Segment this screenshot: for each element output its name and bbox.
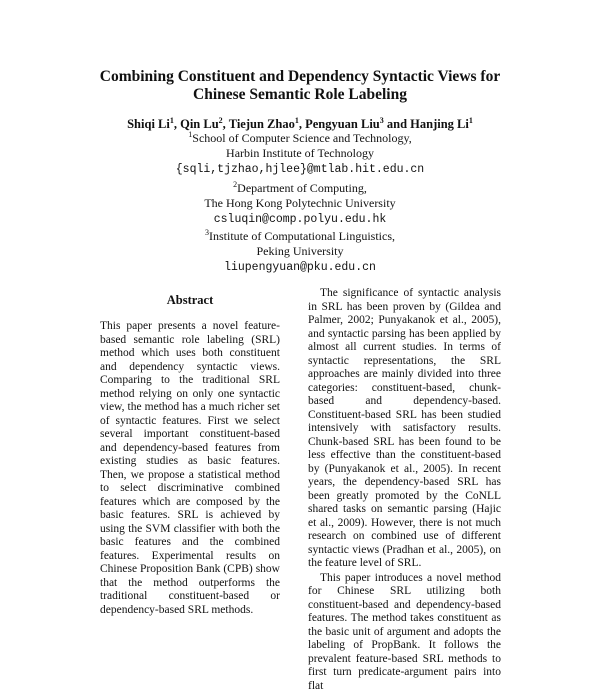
author-list: Shiqi Li$^1$, Qin Lu$^2$, Tiejun Zhao$^1$, Pengyuan Liu$^3$ and Hanjing Li$^1$	[60, 117, 540, 131]
abstract-heading: Abstract	[100, 293, 280, 308]
affiliation-3: $^3$Institute of Computational Linguistics, Peking University liupengyuan@pku.edu.cn	[60, 229, 540, 275]
intro-paragraph-2: This paper introduces a novel method for Chinese SRL utilizing both constituent-based and dependency-based features. The method takes constituent as the basic unit of argument and adopts the labeling of PropBank. It follows the prevalent feature-based SRL methods to first turn predicate-argument pairs into flat	[308, 572, 501, 693]
author: Pengyuan Liu$^3$	[305, 117, 384, 131]
email-1: {sqli,tjzhao,hjlee}@mtlab.hit.edu.cn	[60, 162, 540, 177]
paper-title	[60, 68, 540, 104]
author: Hanjing Li$^1$	[410, 117, 473, 131]
abstract-body	[100, 320, 280, 617]
introduction-body	[308, 287, 501, 693]
email-3: liupengyuan@pku.edu.cn	[60, 260, 540, 275]
title-line-2: Chinese Semantic Role Labeling	[60, 86, 540, 104]
abstract-paragraph: This paper presents a novel feature-based semantic role labeling (SRL) method which uses both constituent and dependency syntactic views. Comparing to the traditional SRL method relying on only one syntactic view, the method has a much richer set of syntactic features. First we select several important constituent-based and dependency-based features from existing studies as basic features. Then, we propose a statistical method to select discriminative combined features which are composed by the basic features. SRL is achieved by using the SVM classifier with both the basic features and the combined features. Experimental results on Chinese Proposition Bank (CPB) show that the method outperforms the traditional constituent-based or dependency-based SRL methods.	[100, 320, 280, 617]
author: Qin Lu$^2$	[180, 117, 223, 131]
affiliation-1: $^1$School of Computer Science and Technology, Harbin Institute of Technology {sqli,tjzhao,hjlee}@mtlab.hit.edu.cn	[60, 131, 540, 177]
intro-paragraph-1: The significance of syntactic analysis in SRL has been proven by (Gildea and Palmer, 2002; Punyakanok et al., 2005), and syntactic parsing has been applied by almost all current studies. In terms of syntactic representations, the SRL approaches are mainly divided into three categories: constituent-based, chunk-based and dependency-based. Constituent-based SRL has been studied intensively with satisfactory results. Chunk-based SRL has been found to be less effective than the constituent-based by (Punyakanok et al., 2005). In recent years, the dependency-based SRL has been greatly promoted by the CoNLL shared tasks on semantic parsing (Hajic et al., 2009). However, there is not much research on combined use of different syntactic views (Pradhan et al., 2005), on the feature level of SRL.	[308, 287, 501, 571]
title-line-1: Combining Constituent and Dependency Syntactic Views for	[60, 68, 540, 86]
affiliation-2: $^2$Department of Computing, The Hong Kong Polytechnic University csluqin@comp.polyu.edu.hk	[60, 181, 540, 227]
author: Tiejun Zhao$^1$	[229, 117, 299, 131]
email-2: csluqin@comp.polyu.edu.hk	[60, 212, 540, 227]
author: Shiqi Li$^1$	[127, 117, 174, 131]
